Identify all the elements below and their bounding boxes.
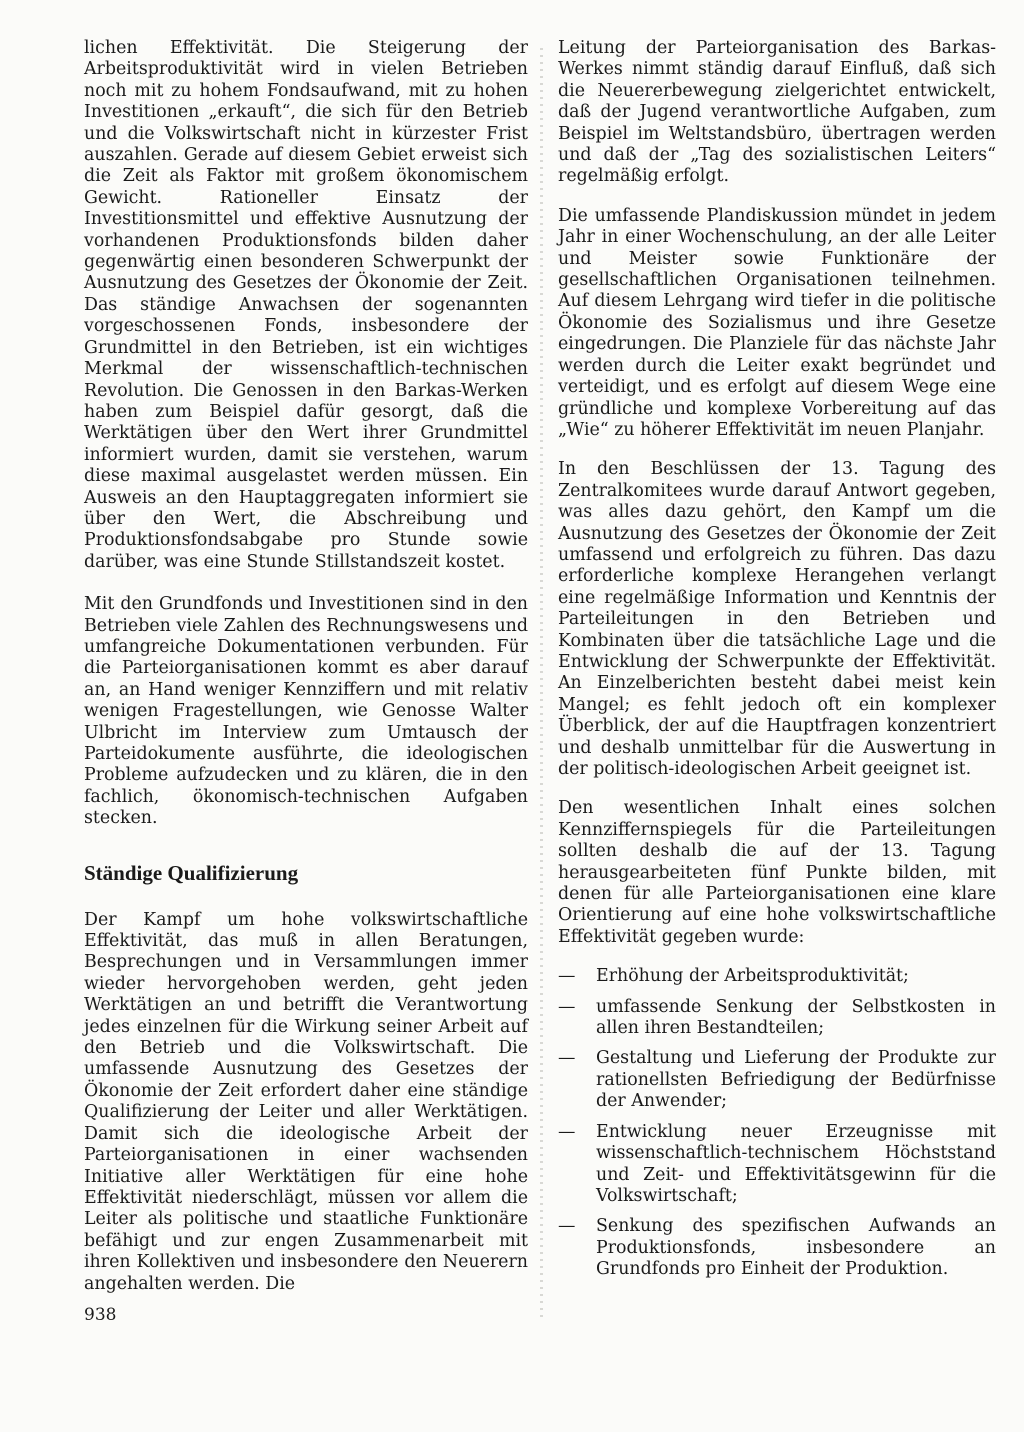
right-paragraph-2: Die umfassende Plandiskussion mündet in jedem Jahr in einer Wochenschulung, an der alle Leiter und Meister sowie Funktionäre der gesellschaftlichen Organisationen teilnehmen. Auf diesem Lehrgang wird tiefer in die politische Ökonomie des Sozialismus und ihre Gesetze eingedrungen. Die Planziele für das nächste Jahr werden durch die Leiter exakt begründet und verteidigt, und es erfolgt auf diesem Wege eine gründliche und komplexe Vorbereitung auf das „Wie“ zu höherer Effektivität im neuen Planjahr.: [558, 205, 996, 440]
bullet-list: [558, 966, 996, 1280]
right-paragraph-1: Leitung der Parteiorganisation des Barkas-Werkes nimmt ständig darauf Einfluß, daß sich die Neuererbewegung zielgerichtet entwickelt, daß der Jugend verantwortliche Aufgaben, zum Beispiel im Weltstandsbüro, übertragen werden und daß der „Tag des sozialistischen Leiters“ regelmäßig erfolgt.: [558, 38, 996, 187]
list-item-text: Erhöhung der Arbeitsproduktivität;: [596, 966, 909, 987]
list-item: [558, 1122, 996, 1208]
right-paragraph-4: Den wesentlichen Inhalt eines solchen Kennziffernspiegels für die Parteileitungen sollten deshalb die auf der 13. Tagung herausgearbeiteten fünf Punkte bilden, mit denen für alle Parteiorganisationen eine klare Orientierung auf eine hohe volkswirtschaftliche Effektivität gegeben wurde:: [558, 798, 996, 947]
dash-marker: —: [558, 1216, 576, 1237]
left-paragraph-2: Mit den Grundfonds und Investitionen sind in den Betrieben viele Zahlen des Rechnungswesens und umfangreiche Dokumentationen verbunden. Für die Parteiorganisationen kommt es aber darauf an, an Hand weniger Kennziffern und mit relativ wenigen Fragestellungen, wie Genosse Walter Ulbricht im Interview zum Umtausch der Parteidokumente ausführte, die ideologischen Probleme aufzudecken und zu klären, die in den fachlich, ökonomisch-technischen Aufgaben stecken.: [84, 594, 528, 829]
section-heading: Ständige Qualifizierung: [84, 860, 299, 885]
dash-marker: —: [558, 1121, 576, 1142]
dash-marker: —: [558, 996, 576, 1017]
left-paragraph-3: Der Kampf um hohe volkswirtschaftliche Effektivität, das muß in allen Beratungen, Besprechungen und in Versammlungen immer wieder hervorgehoben werden, geht jeden Werktätigen an und betrifft die Verantwortung jedes einzelnen für die Wirkung seiner Arbeit auf den Betrieb und die Volkswirtschaft. Die umfassende Ausnutzung des Gesetzes der Ökonomie der Zeit erfordert daher eine ständige Qualifizierung der Leiter und aller Werktätigen. Damit sich die ideologische Arbeit der Parteiorganisationen in einer wachsenden Initiative aller Werktätigen für eine hohe Effektivität niederschlägt, müssen vor allem die Leiter als politische und staatliche Funktionäre befähigt und zur engen Zusammenarbeit mit ihren Kollektiven und insbesondere den Neuerern angehalten werden. Die: [84, 909, 528, 1294]
list-item-text: umfassende Senkung der Selbstkosten in allen ihren Bestandteilen;: [596, 996, 996, 1039]
left-column: [84, 38, 528, 1313]
list-item: [558, 966, 996, 987]
list-item-text: Entwicklung neuer Erzeugnisse mit wissenschaftlich-technischem Höchststand und Zeit- und Effektivitätsgewinn für die Volkswirtschaft;: [596, 1121, 996, 1206]
column-divider: [540, 48, 543, 1318]
dash-marker: —: [558, 1048, 576, 1069]
list-item: [558, 997, 996, 1040]
list-item-text: Senkung des spezifischen Aufwands an Produktionsfonds, insbesondere an Grundfonds pro Einheit der Produktion.: [596, 1216, 996, 1280]
right-paragraph-3: In den Beschlüssen der 13. Tagung des Zentralkomitees wurde darauf Antwort gegeben, was alles dazu gehört, den Kampf um die Ausnutzung des Gesetzes der Ökonomie der Zeit umfassend und erfolgreich zu führen. Das dazu erforderliche komplexe Herangehen verlangt eine regelmäßige Information und Kenntnis der Parteileitungen in den Betrieben und Kombinaten über die tatsächliche Lage und die Entwicklung der Schwerpunkte der Effektivität. An Einzelberichten besteht dabei meist kein Mangel; es fehlt jedoch oft ein komplexer Überblick, der auf die Hauptfragen konzentriert und deshalb unmittelbar für die Auswertung in der politisch-ideologischen Arbeit geeignet ist.: [558, 459, 996, 779]
page-number: 938: [84, 1305, 117, 1325]
dash-marker: —: [558, 966, 576, 987]
left-paragraph-1: lichen Effektivität. Die Steigerung der Arbeitsproduktivität wird in vielen Betrieben noch mit zu hohem Fondsaufwand, mit zu hohen Investitionen „erkauft“, die sich für den Betrieb und die Volkswirtschaft nicht in kürzester Frist auszahlen. Gerade auf diesem Gebiet erweist sich die Zeit als Faktor mit großem ökonomischem Gewicht. Rationeller Einsatz der Investitionsmittel und effektive Ausnutzung der vorhandenen Produktionsfonds bilden daher gegenwärtig einen besonderen Schwerpunkt der Ausnutzung des Gesetzes der Ökonomie der Zeit. Das ständige Anwachsen der sogenannten vorgeschossenen Fonds, insbesondere der Grundmittel in den Betrieben, ist ein wichtiges Merkmal der wissenschaftlich-technischen Revolution. Die Genossen in den Barkas-Werken haben zum Beispiel dafür gesorgt, daß die Werktätigen über den Wert ihrer Grundmittel informiert wurden, damit sie verstehen, warum diese maximal ausgelastet werden müssen. Ein Ausweis an den Hauptaggregaten informiert sie über den Wert, die Abschreibung und Produktionsfondsabgabe pro Stunde sowie darüber, was eine Stunde Stillstandszeit kostet.: [84, 38, 528, 572]
list-item: [558, 1048, 996, 1112]
right-column: [558, 38, 996, 1290]
list-item-text: Gestaltung und Lieferung der Produkte zur rationellsten Befriedigung der Bedürfnisse der Anwender;: [596, 1048, 996, 1112]
list-item: [558, 1216, 996, 1280]
